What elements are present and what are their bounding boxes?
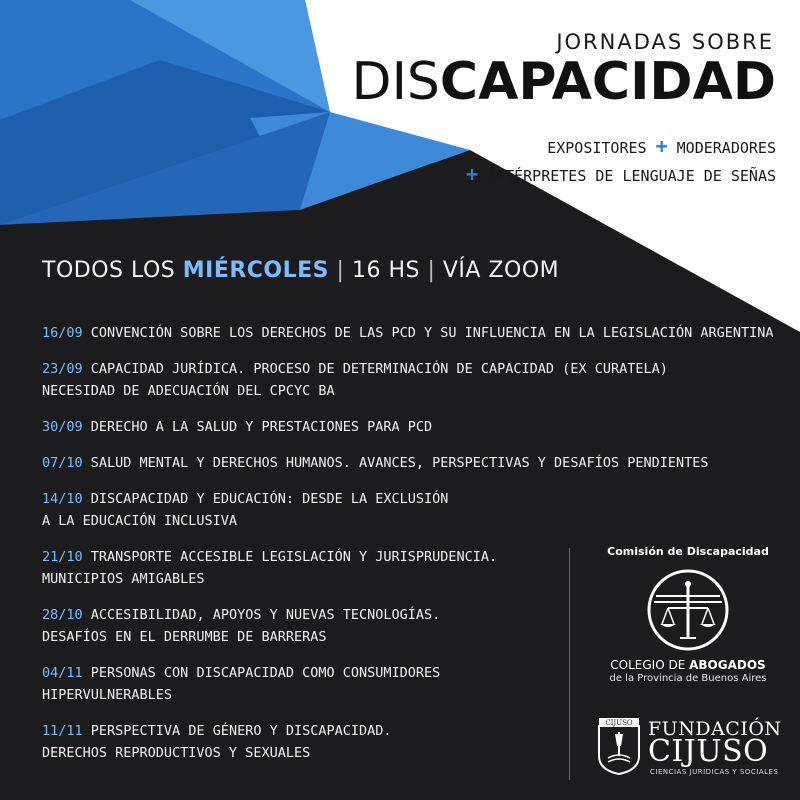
role-moderadores: MODERADORES	[676, 139, 776, 157]
cijuso-shield-icon	[596, 716, 642, 776]
agenda-date: 28/10	[42, 607, 83, 623]
fundacion-logo	[596, 716, 796, 778]
header-title	[351, 52, 776, 112]
role-expositores: EXPOSITORES	[547, 139, 647, 157]
agenda-date: 16/09	[42, 325, 83, 341]
agenda-topic-cont: HIPERVULNERABLES	[42, 687, 173, 703]
role-interpretes: INTÉRPRETES DE LENGUAJE DE SEÑAS	[487, 167, 776, 185]
fundacion-name: CIJUSO	[648, 734, 769, 769]
schedule-line	[42, 258, 559, 283]
agenda-item	[42, 488, 732, 532]
plus-icon: +	[465, 162, 478, 186]
agenda-topic: ACCESIBILIDAD, APOYOS Y NUEVAS TECNOLOGÍAS.	[90, 607, 441, 623]
schedule-day: MIÉRCOLES	[182, 258, 330, 283]
schedule-separator: |	[427, 258, 436, 283]
agenda-topic: TRANSPORTE ACCESIBLE LEGISLACIÓN Y JURISPRUDENCIA.	[90, 549, 498, 565]
agenda-date: 11/11	[42, 723, 83, 739]
agenda-topic-cont: MUNICIPIOS AMIGABLES	[42, 571, 205, 587]
colegio-logo	[588, 545, 788, 684]
commission-label: Comisión de Discapacidad	[607, 545, 769, 558]
schedule-time: 16 HS	[351, 258, 420, 283]
agenda-date: 23/09	[42, 361, 83, 377]
colegio-bold: ABOGADOS	[689, 658, 766, 672]
agenda-topic: PERSONAS CON DISCAPACIDAD COMO CONSUMIDORES	[90, 665, 441, 681]
agenda-topic: CONVENCIÓN SOBRE LOS DERECHOS DE LAS PCD Y SU INFLUENCIA EN LA LEGISLACIÓN ARGENTINA	[90, 325, 774, 341]
agenda-topic: CAPACIDAD JURÍDICA. PROCESO DE DETERMINACIÓN DE CAPACIDAD (EX CURATELA)	[90, 361, 668, 377]
agenda-topic: PERSPECTIVA DE GÉNERO Y DISCAPACIDAD.	[90, 723, 392, 739]
agenda-topic-cont: A LA EDUCACIÓN INCLUSIVA	[42, 513, 238, 529]
colegio-crest-icon	[646, 568, 730, 652]
agenda-item	[42, 452, 732, 474]
schedule-platform: VÍA ZOOM	[442, 258, 560, 283]
schedule-prefix: TODOS LOS	[42, 258, 176, 283]
agenda-topic: DISCAPACIDAD Y EDUCACIÓN: DESDE LA EXCLUSIÓN	[90, 491, 449, 507]
agenda-date: 21/10	[42, 549, 83, 565]
roles-line-2	[466, 162, 776, 186]
agenda-topic-cont: DESAFÍOS EN EL DERRUMBE DE BARRERAS	[42, 629, 327, 645]
divider	[569, 548, 570, 780]
shield-label: CIJUSO	[605, 719, 633, 727]
agenda-date: 07/10	[42, 455, 83, 471]
colegio-subtitle: de la Provincia de Buenos Aires	[609, 673, 767, 684]
agenda-date: 04/11	[42, 665, 83, 681]
header-subtitle: JORNADAS SOBRE	[556, 30, 774, 54]
agenda-topic: SALUD MENTAL Y DERECHOS HUMANOS. AVANCES, PERSPECTIVAS Y DESAFÍOS PENDIENTES	[90, 455, 709, 471]
agenda-item	[42, 358, 732, 402]
plus-icon: +	[655, 134, 668, 158]
agenda-topic-cont: DERECHOS REPRODUCTIVOS Y SEXUALES	[42, 745, 311, 761]
agenda-item	[42, 416, 732, 438]
fundacion-label: FUNDACIÓN	[648, 718, 782, 740]
header-title-light: DIS	[351, 52, 440, 112]
agenda-date: 14/10	[42, 491, 83, 507]
fundacion-subtitle: CIENCIAS JURÍDICAS Y SOCIALES	[650, 768, 779, 776]
colegio-prefix: COLEGIO DE	[610, 658, 686, 672]
agenda-item	[42, 322, 774, 344]
colegio-name	[588, 658, 788, 672]
agenda-topic: DERECHO A LA SALUD Y PRESTACIONES PARA PCD	[90, 419, 433, 435]
roles-line-1	[547, 134, 776, 158]
agenda-date: 30/09	[42, 419, 83, 435]
header-title-bold: CAPACIDAD	[439, 52, 776, 112]
agenda-topic-cont: NECESIDAD DE ADECUACIÓN DEL CPCYC BA	[42, 383, 335, 399]
schedule-separator: |	[336, 258, 345, 283]
